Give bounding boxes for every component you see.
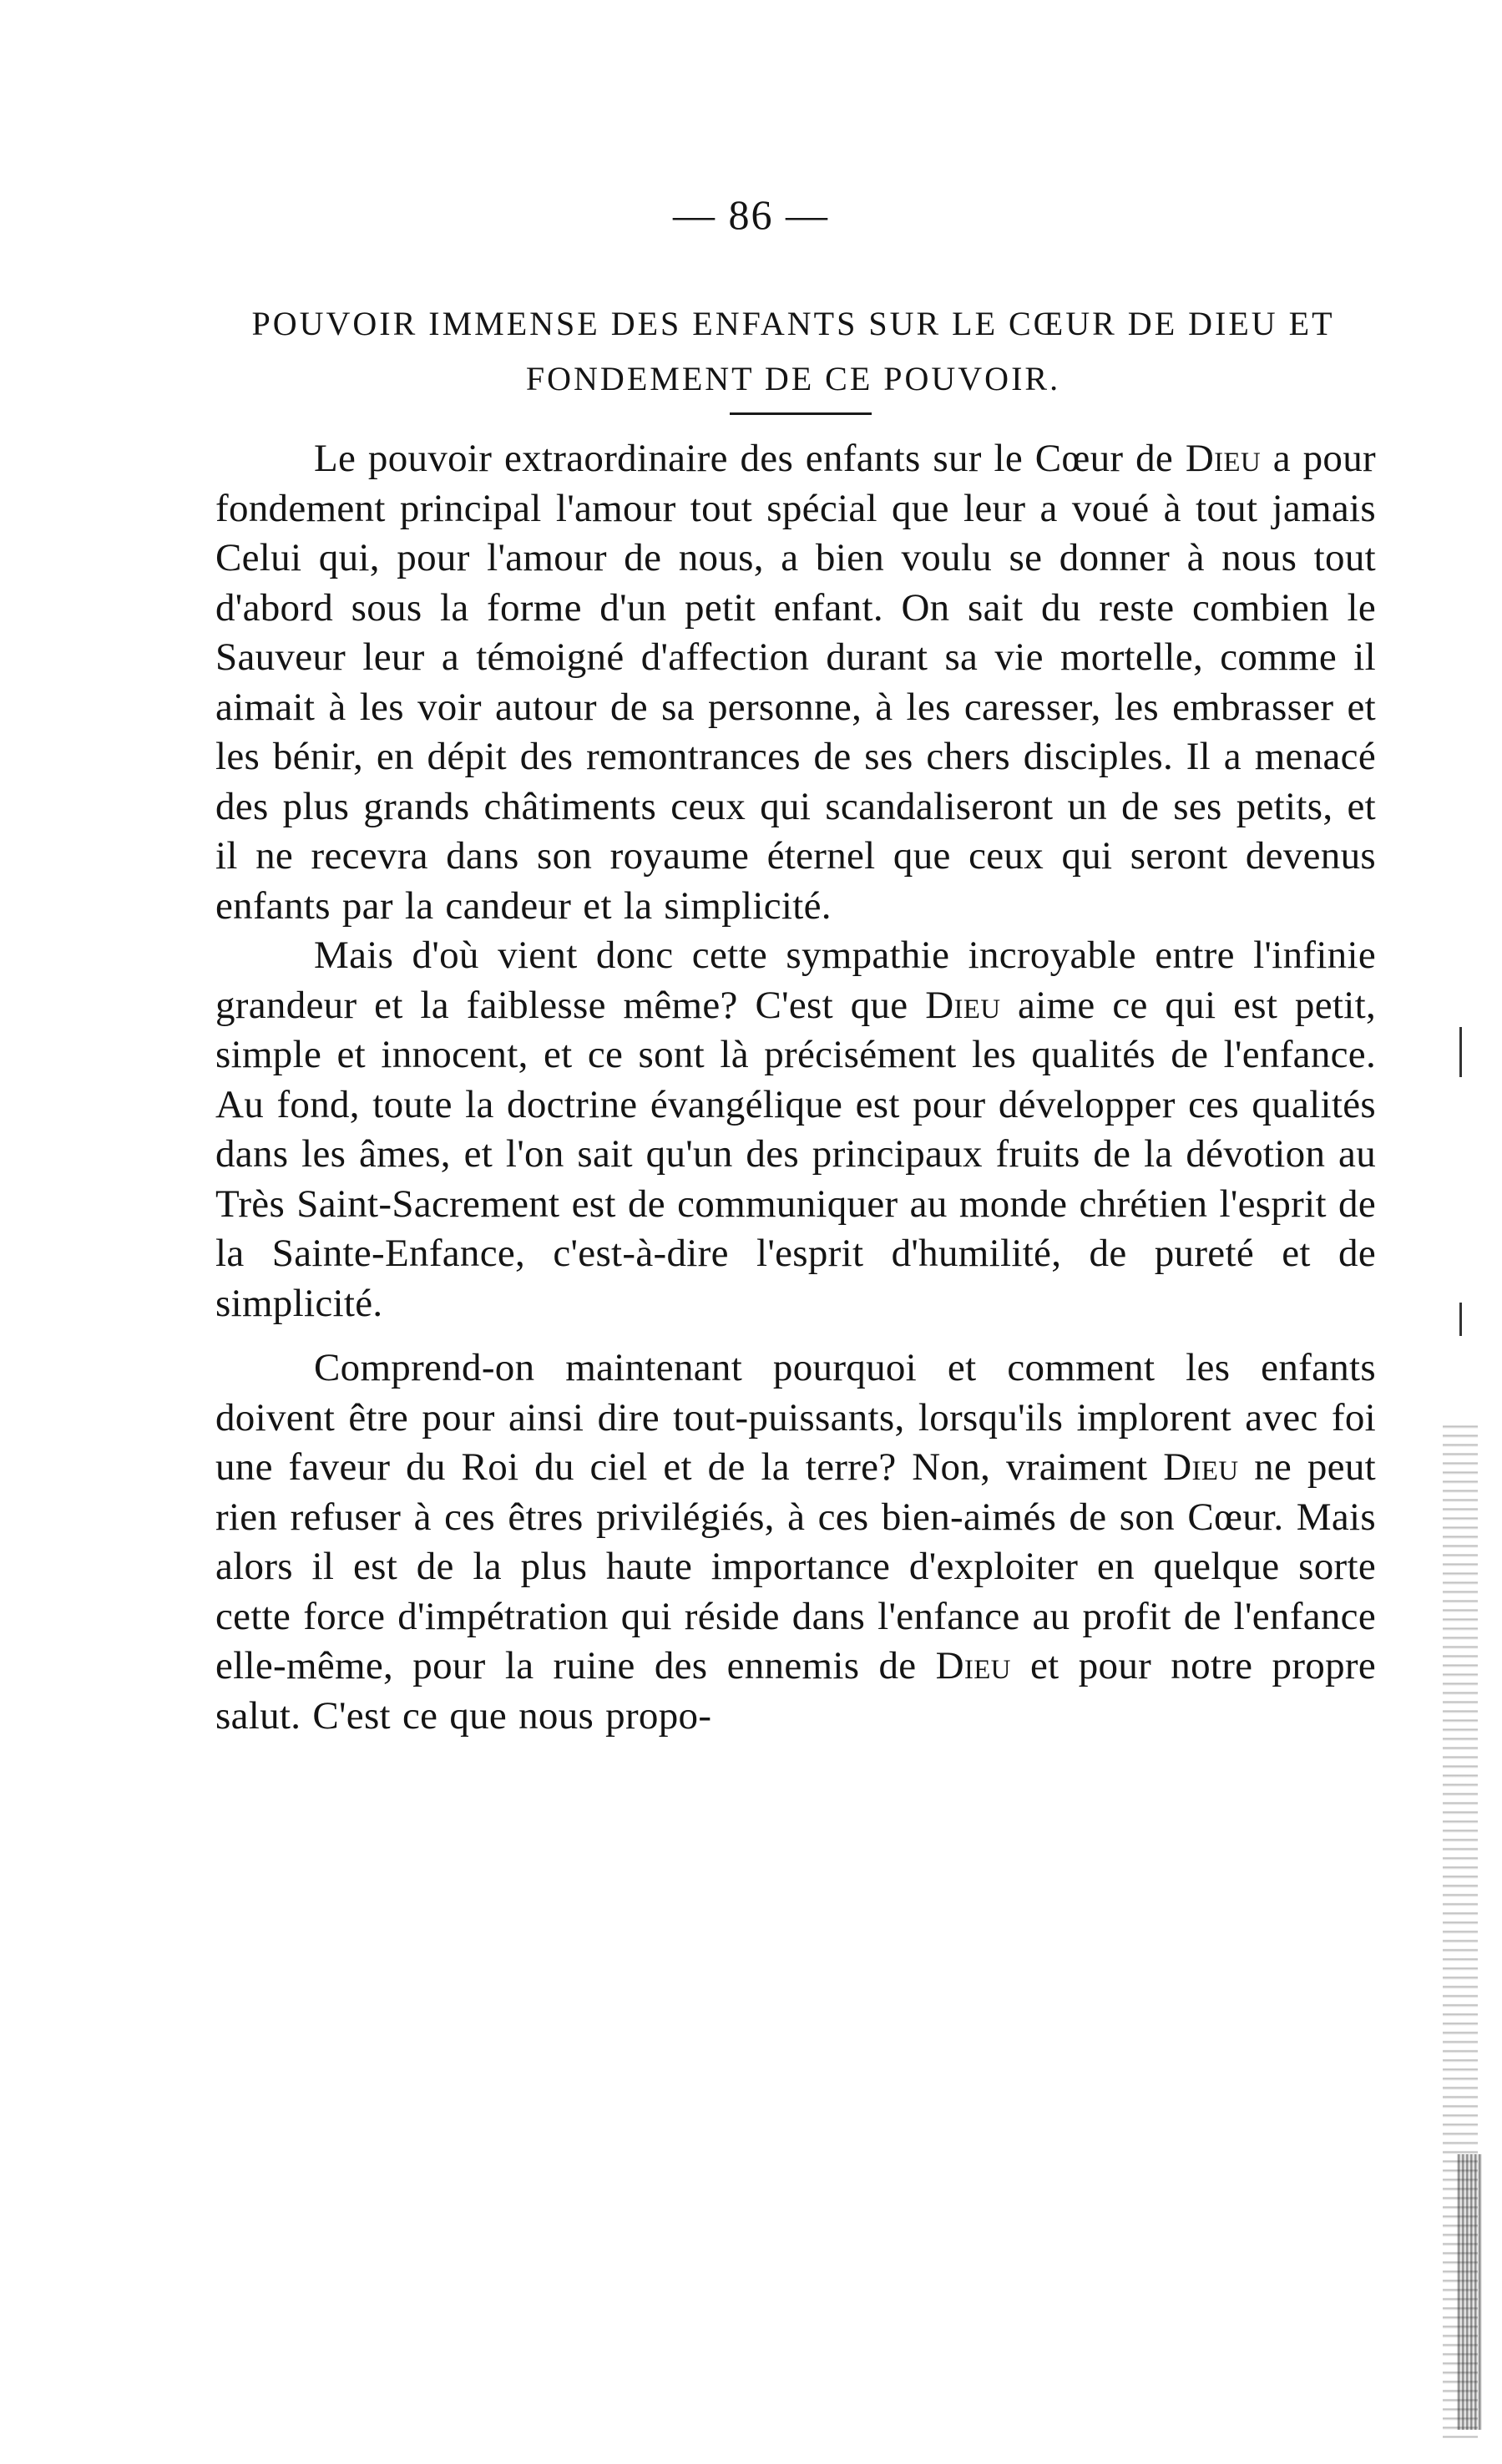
paragraph-text: Comprend-on maintenant pourquoi et comment les enfants doivent être pour ainsi dire tout-puissants, lorsqu'ils implorent avec foi une faveur du Roi du ciel et de la terre? Non, vraiment <box>215 1346 1376 1489</box>
small-caps-word: Dieu <box>925 983 1001 1027</box>
paragraph-text: a pour fondement principal l'amour tout spécial que leur a voué à tout jamais Celui qui, pour l'amour de nous, a bien voulu se donner à nous tout d'abord sous la forme d'un petit enfant. On sait du reste combien le Sauveur leur a témoigné d'affection durant sa vie mortelle, comme il aimait à les voir autour de sa personne, à les caresser, les embrasser et les bénir, en dépit des remontrances de ses chers disciples. Il a menacé des plus grands châtiments ceux qui scandaliseront un de ses petits, et il ne recevra dans son royaume éternel que ceux qui seront devenus enfants par la candeur et la simplicité. <box>215 437 1376 928</box>
small-caps-word: Dieu <box>1163 1445 1239 1489</box>
body-text <box>215 434 1376 1741</box>
paragraph-text: ne peut rien refuser à ces êtres privilégiés, à ces bien-aimés de son Cœur. Mais alors il est de la plus haute importance d'exploiter en quelque sorte cette force d'impétration qui réside dans l'enfance au profit de l'enfance elle-même, pour la ruine des ennemis de <box>215 1445 1377 1687</box>
paragraph-3 <box>215 1343 1376 1741</box>
paragraph-text: Le pouvoir extraordinaire des enfants sur le Cœur de <box>314 437 1186 480</box>
page-number: — 86 — <box>673 191 829 238</box>
small-caps-word: Dieu <box>1185 437 1261 480</box>
paragraph-text: et pour notre propre salut. C'est ce que nous propo- <box>215 1644 1377 1738</box>
paragraph-2 <box>215 931 1376 1328</box>
scan-edge-mark <box>1459 1303 1462 1336</box>
paragraph-1 <box>215 434 1376 931</box>
section-heading: POUVOIR IMMENSE DES ENFANTS SUR LE CŒUR DE DIEU ET FONDEMENT DE CE POUVOIR. <box>251 305 1335 397</box>
paragraph-text: Mais d'où vient donc cette sympathie incroyable entre l'infinie grandeur et la faiblesse même? C'est que <box>215 933 1376 1027</box>
scan-edge-artifact-bottom <box>1457 2154 1482 2430</box>
small-caps-word: Dieu <box>935 1644 1011 1687</box>
scan-edge-mark <box>1459 1027 1462 1077</box>
paragraph-text: aime ce qui est petit, simple et innocent, et ce sont là précisément les qualités de l'enfance. Au fond, toute la doctrine évangélique est pour développer ces qualités dans les âmes, et l'on sait qu'un des principaux fruits de la dévotion au Très Saint-Sacrement est de communiquer au monde chrétien l'esprit de la Sainte-Enfance, c'est-à-dire l'esprit d'humilité, de pureté et de simplicité. <box>215 983 1376 1325</box>
heading-rule <box>730 412 872 415</box>
